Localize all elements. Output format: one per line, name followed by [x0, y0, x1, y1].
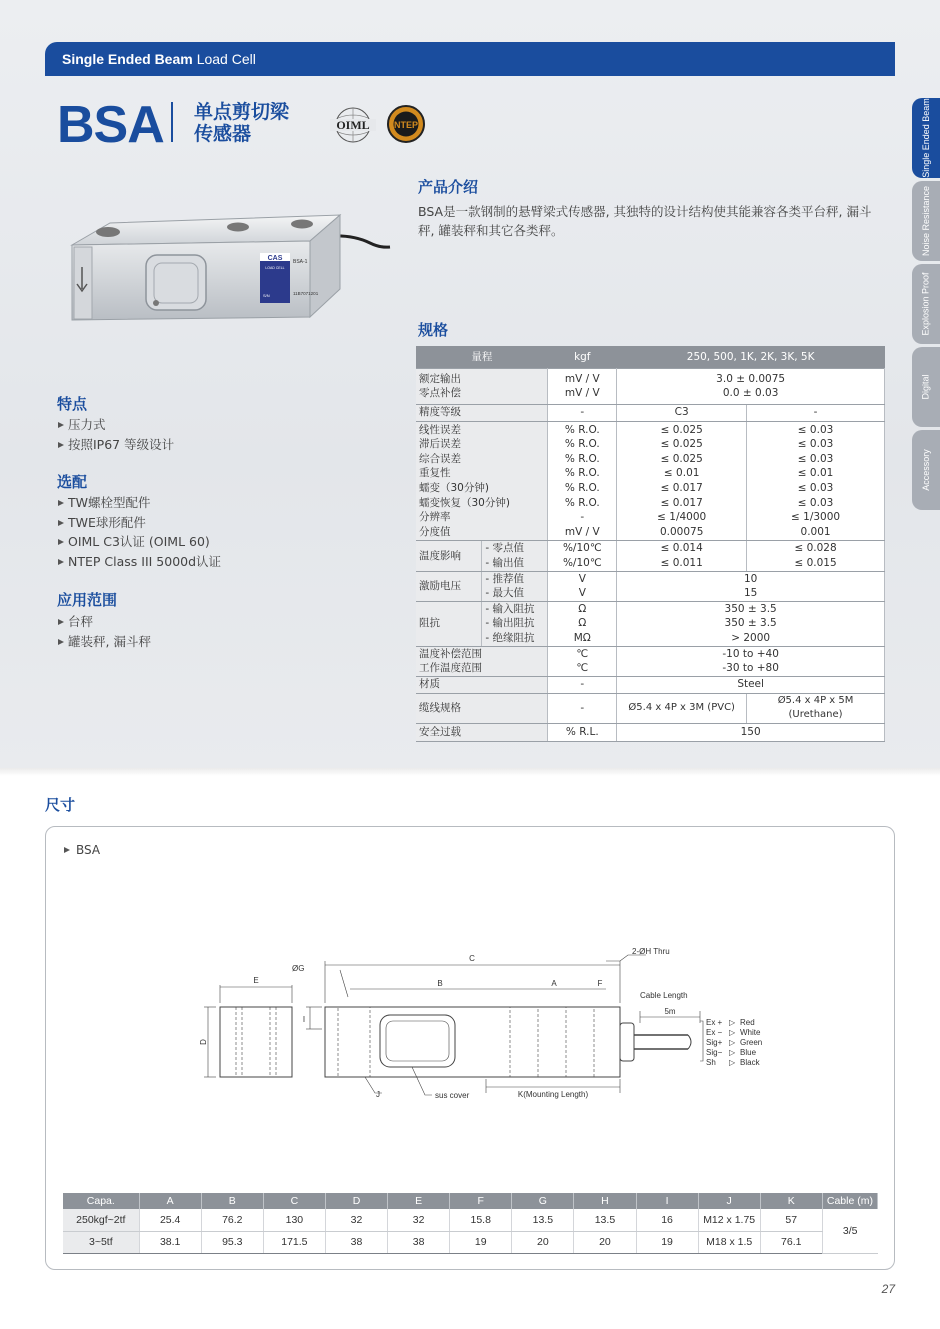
wire-item — [706, 1018, 755, 1027]
wire-item — [706, 1048, 757, 1057]
spec-value: -30 to +80 — [722, 662, 779, 675]
spec-unit: % R.O. — [564, 496, 600, 509]
spec-sublabel: - 零点值 — [485, 542, 525, 555]
spec-table — [416, 346, 885, 742]
dim-cell: 20 — [574, 1231, 636, 1253]
dim-label-cable-length: Cable Length — [640, 991, 688, 1000]
spec-label: 综合误差 — [419, 452, 461, 465]
dim-cell: 76.2 — [201, 1209, 263, 1231]
spec-unit: - — [548, 693, 617, 723]
spec-unit: - — [548, 676, 617, 693]
dim-cell: 13.5 — [574, 1209, 636, 1231]
spec-label: 缆线规格 — [416, 693, 548, 723]
spec-label: 阻抗 — [416, 601, 482, 646]
side-tab-digital[interactable]: Digital — [912, 347, 940, 427]
option-item: TW螺栓型配件 — [57, 493, 221, 513]
dim-cell: 19 — [636, 1231, 698, 1253]
spec-value-std: ≤ 0.03 — [797, 438, 834, 451]
spec-label: 滞后误差 — [419, 438, 461, 451]
spec-label: 蠕变恢复（30分钟) — [419, 496, 510, 509]
dim-label-d: D — [199, 1039, 208, 1045]
spec-value-c3: ≤ 0.011 — [660, 557, 703, 570]
spec-title: 规格 — [418, 321, 449, 339]
spec-unit: % R.O. — [564, 438, 600, 451]
dim-label-j: J — [376, 1090, 380, 1099]
wire-item — [706, 1058, 761, 1067]
spec-label: 重复性 — [419, 467, 451, 480]
svg-text:▷: ▷ — [729, 1058, 736, 1067]
application-item: 台秤 — [57, 612, 151, 632]
spec-unit: - — [548, 404, 617, 421]
spec-label: 分辨率 — [419, 511, 451, 524]
wire-item — [706, 1028, 761, 1037]
spec-unit: %/10℃ — [562, 557, 602, 570]
spec-sublabel: - 推荐值 — [485, 572, 525, 585]
dim-cell: 32 — [388, 1209, 450, 1231]
model-cn-line2: 传感器 — [194, 123, 252, 145]
dim-cell-capa: 250kgf~2tf — [63, 1209, 139, 1231]
dim-col-header: I — [636, 1193, 698, 1209]
label-brand: CAS — [267, 255, 283, 262]
spec-unit: % R.O. — [564, 467, 600, 480]
spec-value-std: ≤ 0.028 — [794, 542, 837, 555]
spec-head-value: 250, 500, 1K, 2K, 3K, 5K — [617, 346, 885, 368]
spec-label: 工作温度范围 — [419, 662, 482, 675]
dim-cell: 13.5 — [512, 1209, 574, 1231]
ntep-text: NTEP — [393, 120, 419, 130]
intro-title: 产品介绍 — [418, 178, 479, 196]
dim-label-f: F — [597, 979, 603, 988]
dim-col-header: B — [201, 1193, 263, 1209]
spec-value-std: ≤ 0.03 — [797, 482, 834, 495]
spec-label: 激励电压 — [416, 571, 482, 601]
dim-label-b: B — [437, 979, 443, 988]
svg-text:Red: Red — [740, 1018, 755, 1027]
dim-col-header: Capa. — [63, 1193, 139, 1209]
spec-row-accuracy — [416, 404, 885, 421]
dim-label-sus-cover: sus cover — [435, 1091, 470, 1100]
svg-text:▷: ▷ — [729, 1018, 736, 1027]
spec-value-std: ≤ 0.01 — [797, 467, 834, 480]
side-tab-single-ended-beam[interactable]: Single Ended Beam — [912, 98, 940, 178]
spec-value-c3: ≤ 1/4000 — [657, 511, 707, 524]
dim-cell: 15.8 — [450, 1209, 512, 1231]
label-sn-label: S/N — [263, 293, 270, 298]
dimensions-title: 尺寸 — [45, 796, 76, 814]
spec-value-c3: 0.00075 — [659, 525, 704, 538]
applications-list — [57, 612, 151, 651]
spec-row-output — [416, 368, 885, 404]
dim-label-cable-value: 5m — [664, 1007, 676, 1016]
svg-text:▷: ▷ — [729, 1038, 736, 1047]
spec-unit: % R.O. — [564, 423, 600, 436]
spec-head-param: 量程 — [416, 346, 548, 368]
spec-label: 分度值 — [419, 525, 451, 538]
spec-unit: mV / V — [564, 372, 600, 385]
svg-text:Green: Green — [740, 1038, 763, 1047]
wire-item — [706, 1038, 762, 1047]
spec-unit: ℃ — [576, 662, 589, 675]
spec-value: > 2000 — [731, 632, 771, 644]
features-list — [57, 415, 174, 454]
spec-row-temp-effect — [416, 541, 885, 571]
dim-cell: 19 — [450, 1231, 512, 1253]
spec-value: Steel — [617, 676, 885, 693]
spec-label: 材质 — [416, 676, 548, 693]
label-model: BSA-1 — [293, 259, 308, 265]
spec-sublabel: - 输出值 — [485, 557, 525, 570]
dim-col-header: Cable (m) — [822, 1193, 877, 1209]
side-tab-noise-resistance[interactable]: Noise Resistance — [912, 181, 940, 261]
dim-cell: 32 — [325, 1209, 387, 1231]
dim-cell: 38 — [325, 1231, 387, 1253]
spec-unit: V — [578, 572, 586, 585]
dimensions-subtitle: BSA — [63, 843, 100, 857]
spec-row-excitation — [416, 571, 885, 601]
oiml-logo-icon — [328, 106, 378, 144]
dim-col-header: G — [512, 1193, 574, 1209]
spec-value-std: ≤ 0.03 — [797, 452, 834, 465]
page-number: 27 — [881, 1282, 895, 1296]
applications-title: 应用范围 — [57, 591, 118, 609]
dim-cell: 57 — [760, 1209, 822, 1231]
side-tab-accessory[interactable]: Accessory — [912, 430, 940, 510]
spec-unit: Ω — [578, 602, 587, 615]
spec-unit: %/10℃ — [562, 542, 602, 555]
spec-head-unit: kgf — [548, 346, 617, 368]
svg-text:▷: ▷ — [729, 1028, 736, 1037]
model-divider — [171, 102, 173, 142]
spec-unit: MΩ — [573, 632, 591, 644]
spec-unit: % R.O. — [564, 482, 600, 495]
spec-value-std: Ø5.4 x 4P x 5M (Urethane) — [747, 693, 885, 723]
spec-unit: - — [580, 511, 585, 524]
spec-value-std: ≤ 0.03 — [797, 423, 834, 436]
option-item: TWE球形配件 — [57, 513, 221, 533]
dim-cell: 20 — [512, 1231, 574, 1253]
spec-value: 350 ± 3.5 — [724, 617, 777, 630]
svg-text:Sig−: Sig− — [706, 1048, 723, 1057]
dim-cell: 38.1 — [139, 1231, 201, 1253]
dim-col-header: D — [325, 1193, 387, 1209]
feature-item: 压力式 — [57, 415, 174, 435]
header-bar — [45, 42, 895, 76]
option-item: OIML C3认证 (OIML 60) — [57, 532, 221, 552]
spec-value: 3.0 ± 0.0075 — [716, 372, 786, 385]
dim-table-header — [63, 1193, 878, 1209]
option-item: NTEP Class III 5000d认证 — [57, 552, 221, 572]
dim-cell: M12 x 1.75 — [698, 1209, 760, 1231]
spec-value-c3: ≤ 0.025 — [660, 438, 703, 451]
dimensions-table — [63, 1193, 878, 1254]
dim-col-header: K — [760, 1193, 822, 1209]
dim-cell: 130 — [263, 1209, 325, 1231]
spec-value-c3: ≤ 0.025 — [660, 423, 703, 436]
dim-label-c: C — [469, 954, 475, 963]
spec-unit: ℃ — [576, 647, 589, 660]
svg-text:Sh: Sh — [706, 1058, 716, 1067]
options-list — [57, 493, 221, 571]
dim-cell: 38 — [388, 1231, 450, 1253]
spec-value-std: ≤ 1/3000 — [791, 511, 841, 524]
model-name: BSA — [57, 96, 164, 154]
spec-value-c3: C3 — [617, 404, 747, 421]
svg-text:Sig+: Sig+ — [706, 1038, 723, 1047]
spec-sublabel: - 输出阻抗 — [485, 617, 535, 630]
side-tabs — [912, 98, 940, 513]
svg-text:▷: ▷ — [729, 1048, 736, 1057]
application-item: 罐装秤, 漏斗秤 — [57, 632, 151, 652]
spec-header-row — [416, 346, 885, 368]
dim-col-header: A — [139, 1193, 201, 1209]
spec-row-errors — [416, 421, 885, 541]
spec-value-c3: Ø5.4 x 4P x 3M (PVC) — [617, 693, 747, 723]
load-cell-photo — [60, 205, 390, 345]
dim-cell: 16 — [636, 1209, 698, 1231]
spec-value: -10 to +40 — [722, 647, 779, 660]
model-cn-line1: 单点剪切梁 — [194, 101, 290, 123]
spec-label: 温度影响 — [416, 541, 482, 571]
spec-value-std: ≤ 0.015 — [794, 557, 837, 570]
dim-label-a: A — [551, 979, 557, 988]
wire-legend — [706, 1018, 762, 1067]
spec-unit: mV / V — [564, 525, 600, 538]
dim-col-header: J — [698, 1193, 760, 1209]
svg-text:Ex +: Ex + — [706, 1018, 723, 1027]
spec-row-overload — [416, 723, 885, 741]
model-cn-name — [194, 101, 289, 145]
header-title-rest: Load Cell — [196, 51, 256, 67]
spec-value-c3: ≤ 0.014 — [660, 542, 703, 555]
spec-sublabel: - 绝缘阻抗 — [485, 632, 535, 644]
svg-text:Blue: Blue — [740, 1048, 757, 1057]
spec-unit: % R.O. — [564, 452, 600, 465]
spec-value: 10 — [743, 572, 758, 585]
dim-cell: M18 x 1.5 — [698, 1231, 760, 1253]
table-row — [63, 1231, 878, 1253]
svg-text:White: White — [740, 1028, 761, 1037]
spec-unit: V — [578, 587, 586, 600]
spec-value-std: - — [747, 404, 885, 421]
spec-sublabel: - 最大值 — [485, 587, 525, 600]
intro-text: BSA是一款钢制的悬臂梁式传感器, 其独特的设计结构使其能兼容各类平台秤, 漏斗秤, 罐装秤和其它各类秤。 — [418, 204, 872, 238]
spec-row-material — [416, 676, 885, 693]
svg-text:Ex −: Ex − — [706, 1028, 723, 1037]
spec-unit: % R.L. — [548, 723, 617, 741]
dim-col-header: F — [450, 1193, 512, 1209]
spec-row-resistance — [416, 601, 885, 646]
spec-label: 线性误差 — [419, 423, 461, 436]
spec-value: 150 — [617, 723, 885, 741]
dim-label-i: I — [302, 1015, 306, 1024]
dim-cell: 25.4 — [139, 1209, 201, 1231]
spec-unit: mV / V — [564, 387, 600, 400]
spec-value: 350 ± 3.5 — [724, 602, 777, 615]
options-title: 选配 — [57, 473, 88, 491]
dimension-drawing — [200, 945, 780, 1110]
header-title-bold: Single Ended Beam — [62, 51, 193, 67]
spec-value-c3: ≤ 0.025 — [660, 452, 703, 465]
ntep-logo-icon — [386, 104, 426, 144]
dim-cell: 95.3 — [201, 1231, 263, 1253]
label-line1: LOAD CELL — [265, 266, 285, 270]
spec-label: 温度补偿范围 — [419, 647, 482, 660]
spec-row-temp-range — [416, 646, 885, 676]
dim-cell-capa: 3~5tf — [63, 1231, 139, 1253]
dim-label-g: ØG — [292, 964, 305, 973]
dim-label-e: E — [253, 976, 259, 985]
spec-value-std: ≤ 0.03 — [797, 496, 834, 509]
spec-label: 额定输出 — [419, 372, 461, 385]
dim-label-k: K(Mounting Length) — [517, 1090, 589, 1099]
spec-value: 0.0 ± 0.03 — [722, 387, 779, 400]
dim-col-header: C — [263, 1193, 325, 1209]
dim-label-h: 2-ØH Thru — [632, 947, 670, 956]
table-row — [63, 1209, 878, 1231]
dim-cell-cable: 3/5 — [822, 1209, 877, 1253]
spec-unit: Ω — [578, 617, 587, 630]
oiml-text: OIML — [336, 118, 370, 132]
dim-cell: 76.1 — [760, 1231, 822, 1253]
spec-row-cable — [416, 693, 885, 723]
dim-cell: 171.5 — [263, 1231, 325, 1253]
side-tab-explosion-proof[interactable]: Explosion Proof — [912, 264, 940, 344]
spec-label: 安全过载 — [416, 723, 548, 741]
spec-value-c3: ≤ 0.017 — [660, 496, 703, 509]
spec-value-c3: ≤ 0.01 — [663, 467, 700, 480]
spec-value: 15 — [743, 587, 758, 600]
dim-col-header: H — [574, 1193, 636, 1209]
spec-value-std: 0.001 — [800, 525, 831, 538]
spec-label: 蠕变（30分钟) — [419, 482, 489, 495]
spec-label: 精度等级 — [416, 404, 548, 421]
feature-item: 按照IP67 等级设计 — [57, 435, 174, 455]
dim-col-header: E — [388, 1193, 450, 1209]
features-title: 特点 — [57, 395, 88, 413]
label-sn: 11B7071201 — [293, 291, 319, 296]
spec-sublabel: - 输入阻抗 — [485, 602, 535, 615]
svg-text:Black: Black — [740, 1058, 760, 1067]
spec-label: 零点补偿 — [419, 387, 461, 400]
spec-value-c3: ≤ 0.017 — [660, 482, 703, 495]
